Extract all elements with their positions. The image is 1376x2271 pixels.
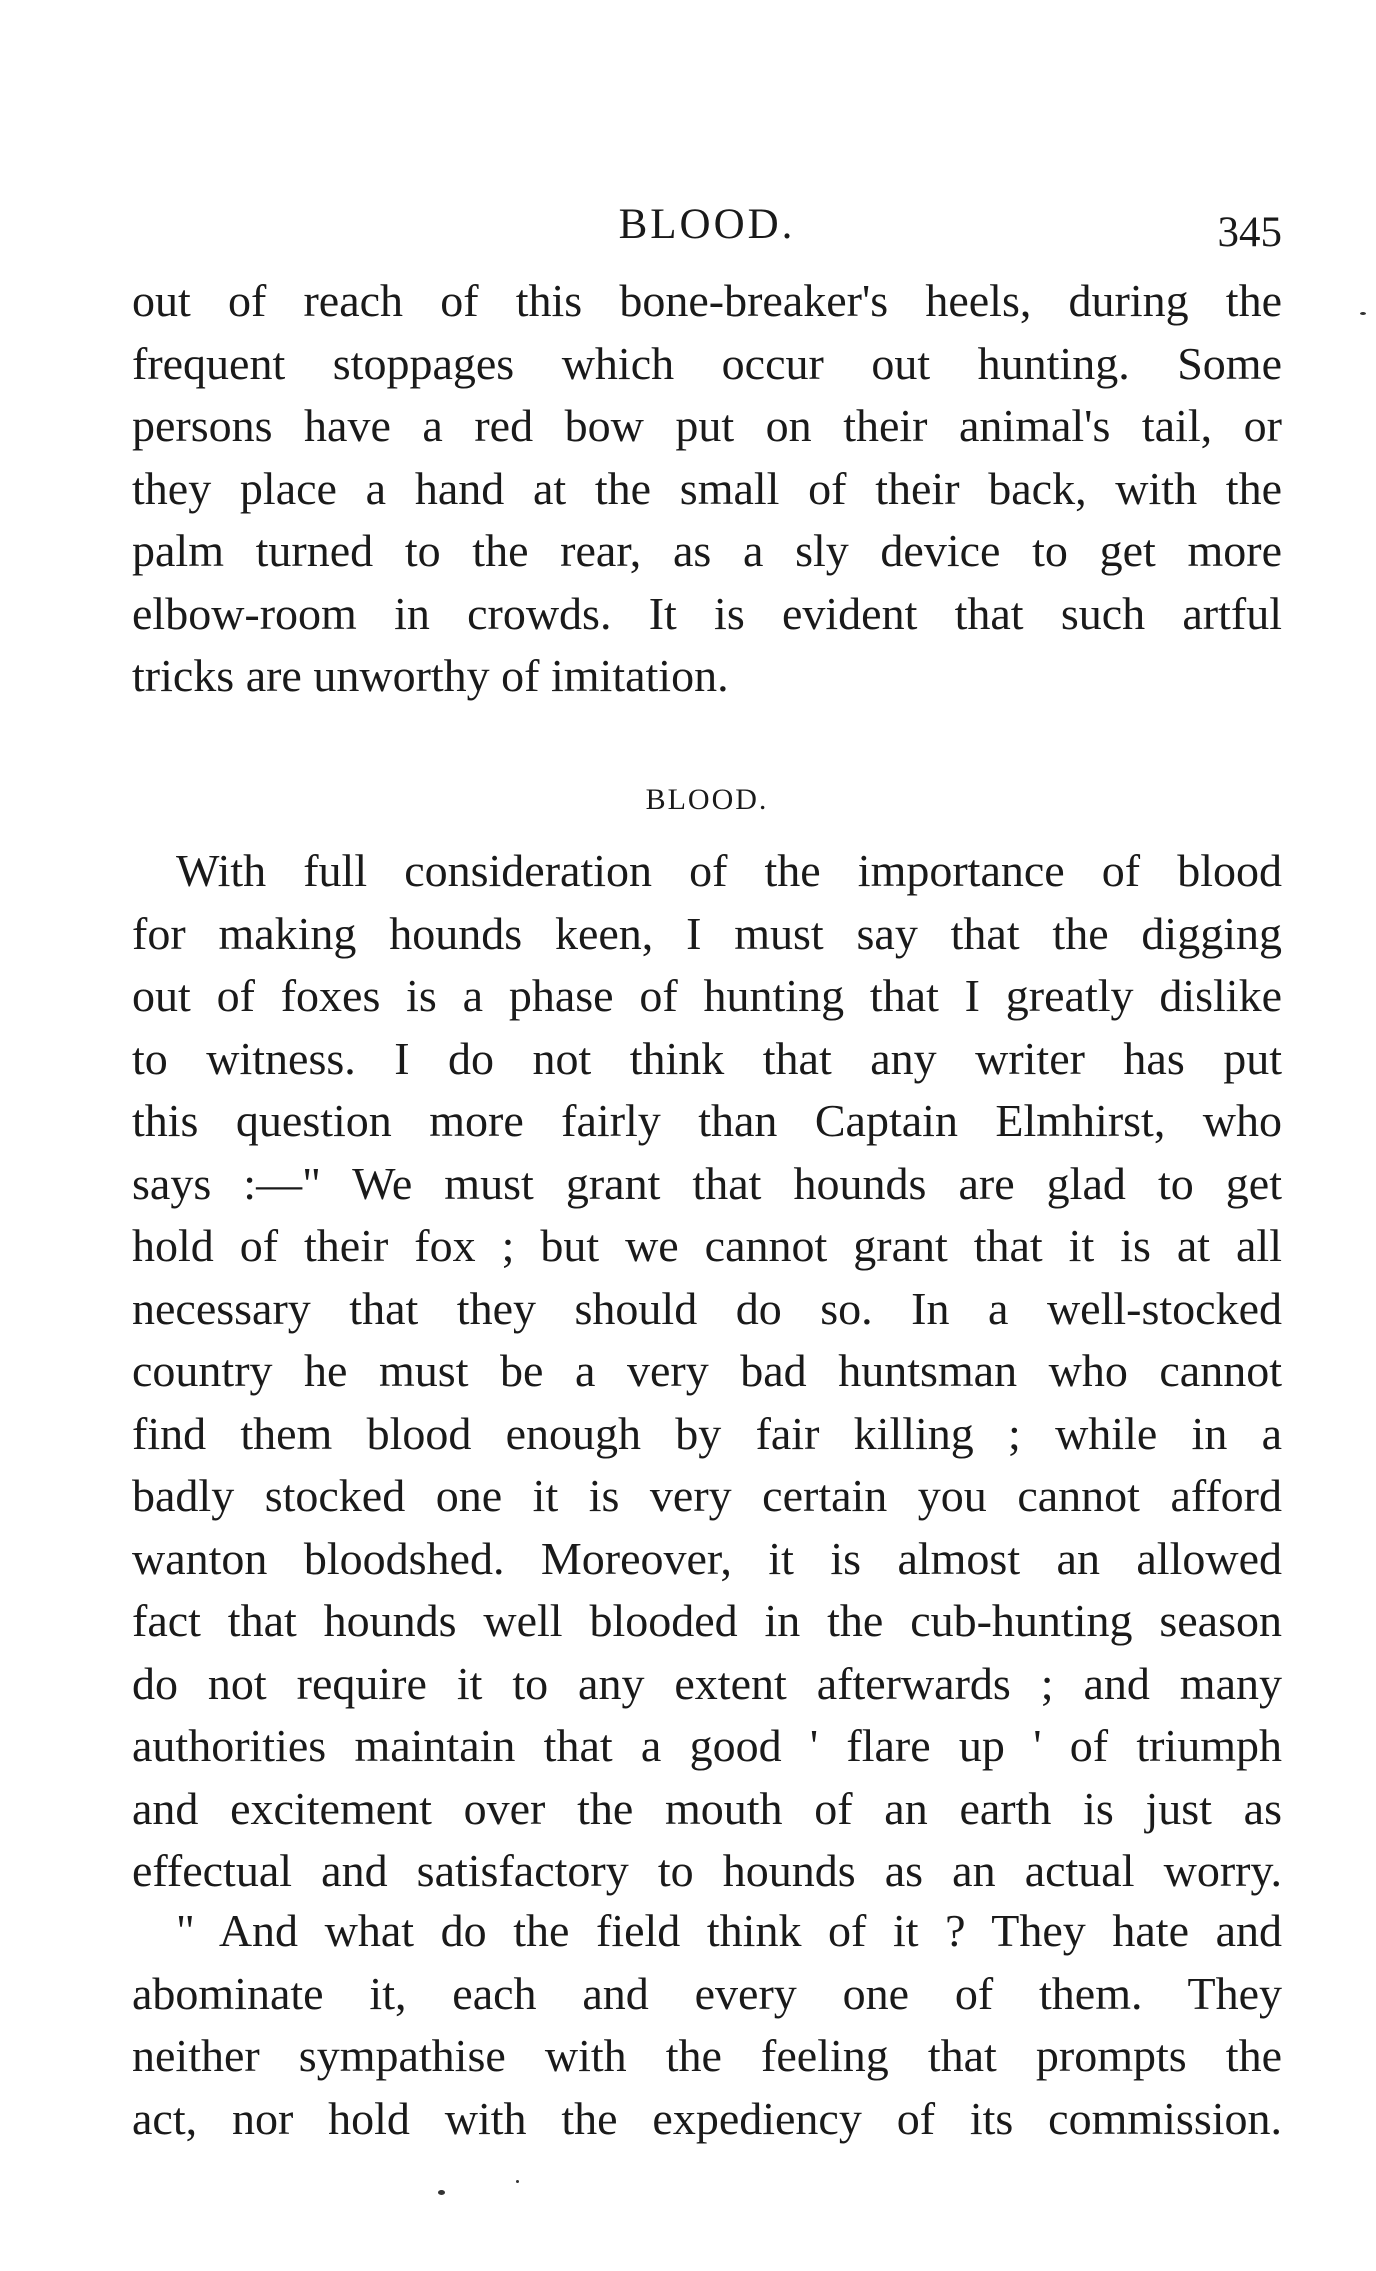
text-line: fact that hounds well blooded in the cub-hunting season [132, 1595, 1282, 1646]
paragraph-1 [132, 270, 1282, 708]
text-line: to witness. I do not think that any writer has put [132, 1032, 1282, 1084]
text-line: they place a hand at the small of their back, with the [132, 462, 1282, 514]
text-line: wanton bloodshed. Moreover, it is almost an allowed [132, 1532, 1282, 1584]
paragraph-3 [132, 1900, 1282, 2150]
print-speck [438, 2190, 445, 2195]
text-line: country he must be a very bad huntsman who cannot [132, 1345, 1282, 1396]
running-title: BLOOD. [618, 201, 796, 248]
text-line: authorities maintain that a good ' flare up ' of triumph [132, 1720, 1282, 1771]
text-line: for making hounds keen, I must say that the digging [132, 907, 1282, 959]
text-line: abominate it, each and every one of them. They [132, 1967, 1282, 2019]
text-line: says :—" We must grant that hounds are glad to get [132, 1157, 1282, 1209]
text-line: elbow-room in crowds. It is evident that such artful [132, 587, 1282, 639]
paragraph-2 [132, 840, 1282, 1903]
page-number: 345 [1217, 209, 1282, 256]
text-line: and excitement over the mouth of an earth is just as [132, 1782, 1282, 1834]
text-line: palm turned to the rear, as a sly device to get more [132, 525, 1282, 576]
text-line: out of reach of this bone-breaker's heels, during the [132, 275, 1282, 326]
text-line: frequent stoppages which occur out hunting. Some [132, 337, 1282, 389]
text-line: persons have a red bow put on their animal's tail, or [132, 400, 1282, 451]
text-line: find them blood enough by fair killing ; while in a [132, 1407, 1282, 1459]
text-line: With full consideration of the importance of blood [176, 845, 1282, 896]
text-line: this question more fairly than Captain Elmhirst, who [132, 1095, 1282, 1146]
text-line: out of foxes is a phase of hunting that I greatly dislike [132, 970, 1282, 1021]
text-line: " And what do the field think of it ? They hate and [176, 1905, 1282, 1956]
print-speck [516, 2180, 519, 2183]
text-line: effectual and satisfactory to hounds as an actual worry. [132, 1845, 1282, 1896]
text-line: tricks are unworthy of imitation. [132, 650, 729, 701]
text-line: necessary that they should do so. In a well-stocked [132, 1282, 1282, 1334]
text-line: hold of their fox ; but we cannot grant that it is at all [132, 1220, 1282, 1271]
text-line: neither sympathise with the feeling that prompts the [132, 2030, 1282, 2081]
running-head [132, 190, 1282, 260]
section-heading: BLOOD. [645, 783, 769, 816]
text-line: do not require it to any extent afterwards ; and many [132, 1657, 1282, 1709]
print-speck [1360, 312, 1366, 315]
text-line: act, nor hold with the expediency of its commission. [132, 2092, 1282, 2144]
text-line: badly stocked one it is very certain you cannot afford [132, 1470, 1282, 1521]
